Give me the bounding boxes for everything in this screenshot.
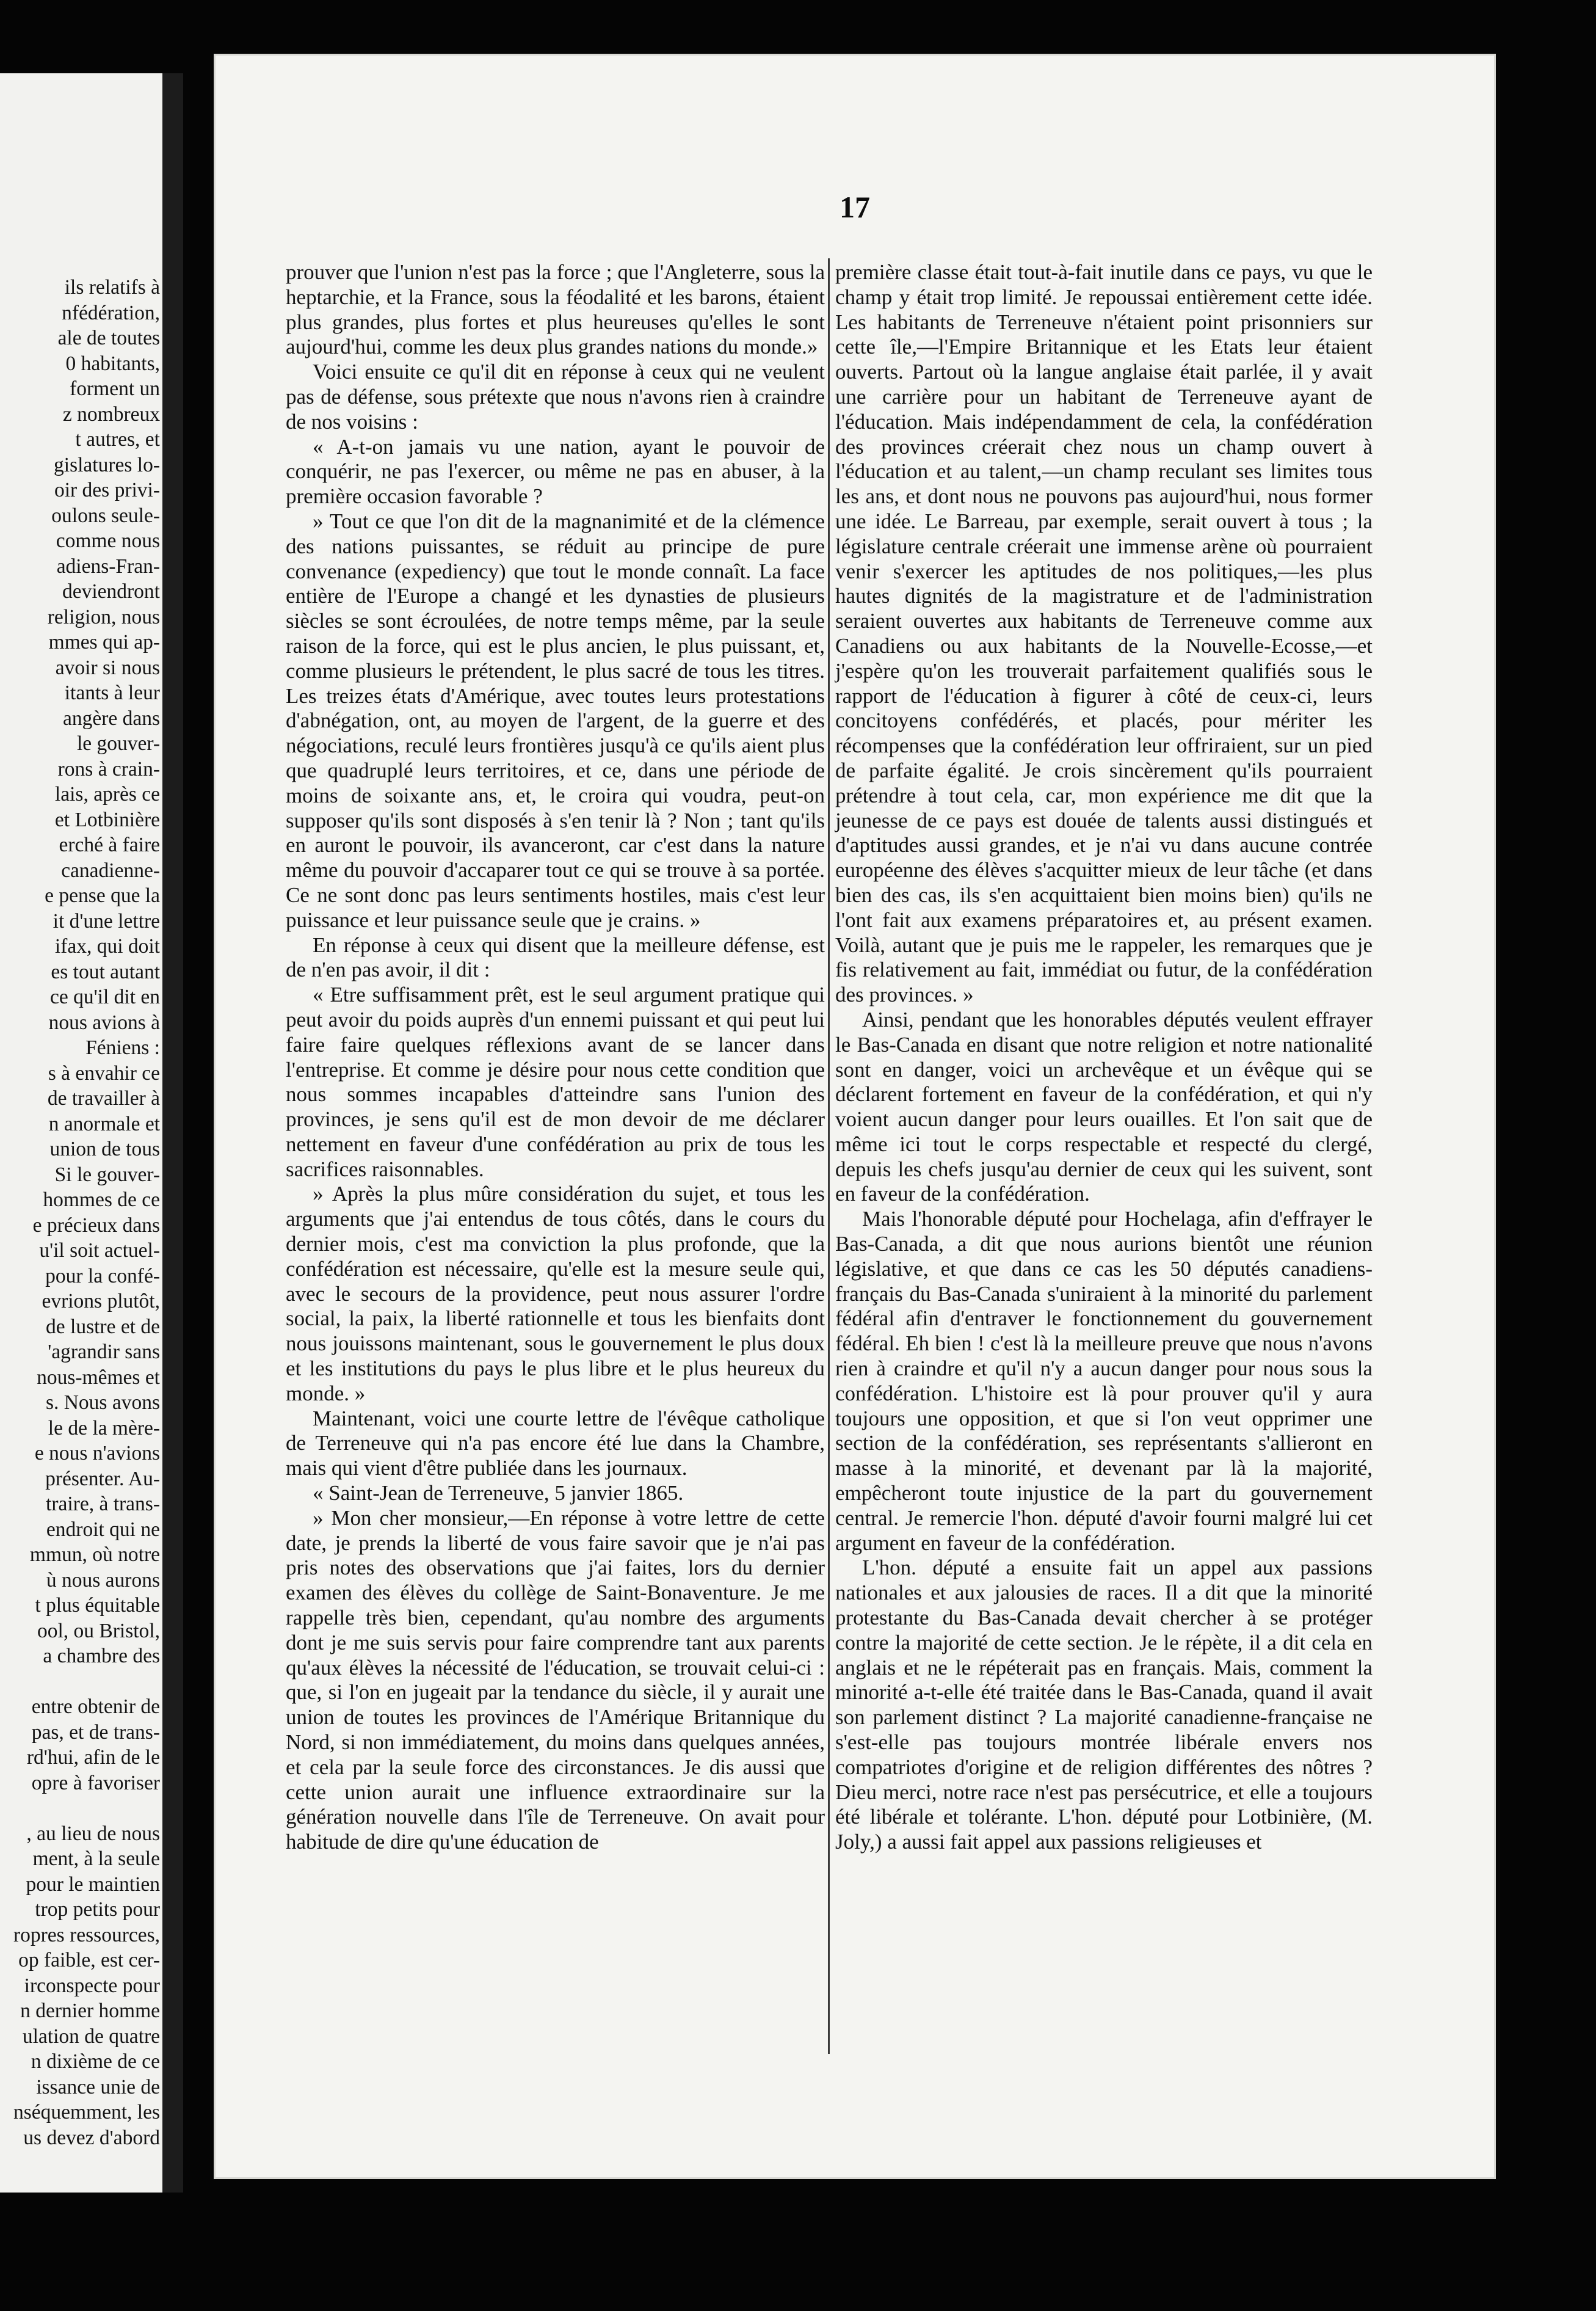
fragment-line: adiens-Fran- bbox=[56, 555, 160, 578]
fragment-line: e nous n'avions bbox=[34, 1442, 160, 1465]
fragment-line: traire, à trans- bbox=[46, 1493, 160, 1515]
paragraph: Mais l'honorable député pour Hochelaga, afin d'effrayer le Bas-Canada, a dit que nous aurions bientôt une réunion législative, et que dans ce cas les 50 députés canadiens-français du Bas-Canada s'uniraient à la minorité du parlement fédéral afin d'entraver le fonctionnement du gouvernement fédéral. Eh bien ! c'est là la meilleure preuve que nous n'avons rien à craindre et qu'il n'y a aucun danger pour nous sous la confédération. L'histoire est là pour prouver qu'il y aura toujours une opposition, et que si l'on veut opprimer une section de la confédération, ses représentants s'allieront en masse à la minorité, et devenant par là la majorité, empêcheront toute injustice de la part du gouvernement central. Je remercie l'hon. député d'avoir fourni malgré lui cet argument en faveur de la confédération. bbox=[835, 1207, 1373, 1555]
fragment-line: et Lotbinière bbox=[54, 808, 160, 831]
fragment-line: nséquemment, les bbox=[13, 2101, 160, 2124]
fragment-line: ropres ressources, bbox=[13, 1923, 160, 1946]
fragment-line: pas, et de trans- bbox=[31, 1720, 160, 1744]
paragraph: « A-t-on jamais vu une nation, ayant le pouvoir de conquérir, ne pas l'exercer, ou même ne pas en abuser, à la première occasion favorable ? bbox=[286, 434, 825, 509]
fragment-line bbox=[0, 1796, 160, 1821]
paragraph: » Après la plus mûre considération du sujet, et tous les arguments que j'ai entendus de tous côtés, dans le cours du dernier mois, c'est ma conviction la plus profonde, que la confédération est nécessaire, qu'elle est la mesure seule qui, avec le secours de la providence, peut nous assurer l'ordre social, la paix, la liberté rationnelle et tous les bienfaits dont nous jouissons maintenant, sous le gouvernement le plus doux et les institutions du pays le plus libre et le plus heureux du monde. » bbox=[286, 1182, 825, 1405]
fragment-line: angère dans bbox=[62, 707, 160, 730]
fragment-line: z nombreux bbox=[62, 402, 160, 426]
fragment-line: erché à faire bbox=[59, 834, 160, 856]
scan-background bbox=[1496, 49, 1596, 2311]
fragment-line: présenter. Au- bbox=[45, 1467, 160, 1490]
fragment-line: itants à leur bbox=[64, 682, 160, 704]
fragment-line: 0 habitants, bbox=[65, 352, 160, 375]
fragment-line: nous avions à bbox=[48, 1011, 160, 1034]
fragment-line: trop petits pour bbox=[35, 1898, 160, 1921]
fragment-line: oulons seule- bbox=[51, 504, 160, 527]
fragment-line: rons à crain- bbox=[57, 757, 160, 781]
fragment-line: Féniens : bbox=[85, 1036, 160, 1059]
fragment-line: nous-mêmes et bbox=[37, 1366, 160, 1389]
fragment-line: 'agrandir sans bbox=[48, 1341, 160, 1363]
fragment-line: n anormale et bbox=[48, 1112, 160, 1135]
fragment-line: ulation de quatre bbox=[22, 2025, 160, 2048]
fragment-line: mmes qui ap- bbox=[48, 631, 160, 653]
fragment-line: forment un bbox=[70, 377, 160, 400]
fragment-line: a chambre des bbox=[43, 1645, 160, 1667]
fragment-line: e pense que la bbox=[45, 884, 160, 907]
fragment-line: op faible, est cer- bbox=[18, 1949, 160, 1971]
paragraph: première classe était tout-à-fait inutile dans ce pays, vu que le champ y était trop limité. Je repoussai entièrement cette idée. Les habitants de Terreneuve n'étaient point prisonniers sur cette île,—l'Empire Britannique et les Etats leur étaient ouverts. Partout où la langue anglaise était parlée, il y avait une carrière pour un habitant de Terreneuve ayant de l'éducation. Mais indépendamment de cela, la confédération des provinces créerait chez nous un champ ouvert à l'éducation et au talent,—un champ reculant ses limites tous les ans, et dont nous ne pouvons pas aujourd'hui, nous former une idée. Le Barreau, par exemple, serait ouvert à tous ; la législature centrale créerait une immense arène où pourraient venir s'exercer les aptitudes de nos politiques,—les plus hautes dignités de la magistrature et de l'administration seraient ouvertes aux habitants de Terreneuve comme aux Canadiens ou aux habitants de la Nouvelle-Ecosse,—et j'espère qu'on les trouverait parfaitement qualifiés sous le rapport de l'éducation à figurer à côté de ceux-ci, leurs concitoyens confédérés, et placés, pour mériter les récompenses que la confédération leur offriraient, sur un pied de parfaite égalité. Je crois sincèrement qu'ils pourraient prétendre à tout cela, car, mon expérience me dit que la jeunesse de ce pays est douée de talents aussi distingués et d'aptitudes aussi grandes, et je n'ai vu dans aucune contrée européenne des élèves s'acquitter mieux de leur tâche (et dans bien des cas, ils s'en acquittaient bien moins bien) qu'ils ne l'ont fait aux examens préparatoires et, au présent examen. Voilà, autant que je puis me le rappeler, les remarques que je fis relativement au fait, immédiat ou futur, de la confédération des provinces. » bbox=[835, 260, 1373, 1007]
fragment-line: opre à favoriser bbox=[31, 1771, 160, 1794]
fragment-line: s. Nous avons bbox=[45, 1391, 160, 1414]
paragraph: « Saint-Jean de Terreneuve, 5 janvier 1865. bbox=[313, 1481, 684, 1505]
document-page bbox=[214, 54, 1496, 2179]
previous-page-text bbox=[0, 275, 160, 2150]
fragment-line: Si le gouver- bbox=[54, 1163, 160, 1186]
fragment-line: endroit qui ne bbox=[46, 1518, 160, 1541]
fragment-line: it d'une lettre bbox=[53, 909, 160, 933]
fragment-line: t autres, et bbox=[75, 428, 160, 451]
fragment-line: entre obtenir de bbox=[31, 1695, 160, 1718]
column-divider bbox=[828, 258, 830, 2054]
paragraph: Ainsi, pendant que les honorables députés veulent effrayer le Bas-Canada en disant que notre religion et notre nationalité sont en danger, voici un archevêque et un évêque qui se déclarent fortement en faveur de la confédération, et qui n'y voient aucun danger pour leurs ouailles. Et l'on sait que de même ici tout le corps respectable et respecté du clergé, depuis les chefs jusqu'au dernier de ceux qui les suivent, sont en faveur de la confédération. bbox=[835, 1007, 1373, 1206]
fragment-line: rd'hui, afin de le bbox=[26, 1746, 160, 1769]
paragraph: Maintenant, voici une courte lettre de l'évêque catholique de Terreneuve qui n'a pas encore été lue dans la Chambre, mais qui vient d'être publiée dans les journaux. bbox=[286, 1406, 825, 1480]
fragment-line: e précieux dans bbox=[32, 1214, 160, 1237]
page-number: 17 bbox=[840, 190, 870, 224]
paragraph: En réponse à ceux qui disent que la meilleure défense, est de n'en pas avoir, il dit : bbox=[286, 933, 825, 982]
paragraph: Voici ensuite ce qu'il dit en réponse à ceux qui ne veulent pas de défense, sous prétexte que nous n'avons rien à craindre de nos voisins : bbox=[286, 360, 825, 434]
fragment-line: mmun, où notre bbox=[29, 1543, 160, 1566]
fragment-line: ool, ou Bristol, bbox=[37, 1619, 160, 1642]
fragment-line: ils relatifs à bbox=[64, 276, 160, 299]
fragment-line: religion, nous bbox=[47, 605, 160, 628]
paragraph: « Etre suffisamment prêt, est le seul argument pratique qui peut avoir du poids auprès d'un ennemi puissant et qui peut lui faire faire quelques réflexions avant de se lancer dans l'entreprise. Et comme je désire pour nous cette condition que nous sommes incapables d'atteindre sans l'union des provinces, je sens qu'il est de mon devoir de me déclarer nettement en faveur d'une confédération au prix de tous les sacrifices raisonnables. bbox=[286, 983, 825, 1181]
fragment-line: de travailler à bbox=[47, 1087, 160, 1110]
fragment-line: deviendront bbox=[62, 580, 160, 603]
fragment-line: n dernier homme bbox=[20, 2000, 160, 2022]
fragment-line: , au lieu de nous bbox=[26, 1822, 160, 1845]
fragment-line: es tout autant bbox=[51, 960, 160, 983]
fragment-line: u'il soit actuel- bbox=[39, 1239, 160, 1262]
fragment-line: ù nous aurons bbox=[46, 1568, 160, 1592]
fragment-line: comme nous bbox=[56, 530, 160, 552]
fragment-line: ifax, qui doit bbox=[54, 935, 160, 958]
fragment-line: avoir si nous bbox=[55, 656, 160, 679]
fragment-line: t plus équitable bbox=[35, 1594, 160, 1617]
text-column-left bbox=[286, 260, 825, 1855]
fragment-line: irconspecte pour bbox=[24, 1974, 160, 1997]
previous-page-edge bbox=[0, 73, 183, 2193]
paragraph: prouver que l'union n'est pas la force ; que l'Angleterre, sous la heptarchie, et la France, sous la féodalité et les barons, étaient plus grandes, plus fortes et plus heureuses qu'elles le sont aujourd'hui, comme les deux plus grandes nations du monde.» bbox=[286, 260, 825, 359]
fragment-line: canadienne- bbox=[61, 859, 160, 882]
paragraph: » Mon cher monsieur,—En réponse à votre lettre de cette date, je prends la liberté de vous faire savoir que je n'ai pas pris notes des observations que j'ai faites, lors du dernier examen des élèves du collège de Saint-Bonaventure. Je me rappelle très bien, cependant, qu'au nombre des arguments dont je me suis servis pour faire comprendre tant aux parents qu'aux élèves la nécessité de l'éducation, se trouvait celui-ci : que, si l'on en jugeait par la tendance du siècle, il y aurait une union de toutes les provinces de l'Amérique Britannique du Nord, si non immédiatement, du moins dans quelques années, et cela par la seule force des circonstances. Je dis aussi que cette union aurait une influence extraordinaire sur la génération nouvelle dans l'île de Terreneuve. On avait pour habitude de dire qu'une éducation de bbox=[286, 1505, 825, 1854]
fragment-line: evrions plutôt, bbox=[42, 1290, 160, 1312]
fragment-line bbox=[0, 1669, 160, 1695]
fragment-line: oir des privi- bbox=[54, 479, 160, 501]
page-gutter-shadow bbox=[162, 73, 183, 2193]
fragment-line: lais, après ce bbox=[54, 783, 160, 806]
paragraph: L'hon. député a ensuite fait un appel aux passions nationales et aux jalousies de races. Il a dit que la minorité protestante du Bas-Canada devait chercher à se protéger contre la majorité de cette section. Je le répète, il a dit cela en anglais et ne le répéterait pas en français. Mais, comment la minorité a-t-elle été traitée dans le Bas-Canada, quand il avait son parlement distinct ? La majorité canadienne-française ne s'est-elle pas toujours montrée libérale envers nos compatriotes d'origine et de religion différentes des nôtres ? Dieu merci, notre race n'est pas persécutrice, et elle a toujours été libérale et tolérante. L'hon. député pour Lotbinière, (M. Joly,) a aussi fait appel aux passions religieuses et bbox=[835, 1556, 1373, 1854]
fragment-line: nfédération, bbox=[62, 301, 160, 324]
fragment-line: n dixième de ce bbox=[31, 2050, 160, 2073]
fragment-line: issance unie de bbox=[36, 2075, 160, 2098]
fragment-line: ale de toutes bbox=[57, 327, 160, 349]
fragment-line: hommes de ce bbox=[43, 1188, 160, 1211]
fragment-line: s à envahir ce bbox=[48, 1061, 160, 1085]
fragment-line: gislatures lo- bbox=[54, 453, 160, 476]
fragment-line: union de tous bbox=[49, 1138, 160, 1160]
fragment-line: ment, à la seule bbox=[32, 1847, 160, 1870]
fragment-line: pour le maintien bbox=[26, 1872, 160, 1896]
fragment-line: ce qu'il dit en bbox=[50, 986, 160, 1008]
paragraph: » Tout ce que l'on dit de la magnanimité et de la clémence des nations puissantes, se réduit au principe de pure convenance (expediency) que tout le monde connaît. La face entière de l'Europe a changé et les dynasties de plusieurs siècles se sont écroulées, de notre temps même, par la seule raison de la force, qui est le plus ancien, le plus puissant, et, comme plusieurs le prétendent, le plus sacré de tous les titres. Les treizes états d'Amérique, avec toutes leurs protestations d'abnégation, ont, au moyen de l'argent, de la guerre et des négociations, reculé leurs frontières jusqu'à ce qu'ils aient plus que quadruplé leurs territoires, et ce, dans une période de moins de soixante ans, et, le croira qui voudra, peut-on supposer qu'ils sont disposés à s'en tenir là ? Non ; tant qu'ils en auront le pouvoir, ils avanceront, car c'est dans la nature même du pouvoir d'accaparer tout ce qui se trouve à sa portée. Ce ne sont donc pas leurs sentiments hostiles, mais c'est leur puissance et leur puissance seule que je crains. » bbox=[286, 509, 825, 932]
fragment-line: le gouver- bbox=[76, 732, 160, 755]
fragment-line: us devez d'abord bbox=[23, 2126, 160, 2149]
fragment-line: pour la confé- bbox=[45, 1264, 160, 1287]
text-column-right bbox=[835, 260, 1373, 1855]
fragment-line: le de la mère- bbox=[48, 1416, 160, 1439]
fragment-line: de lustre et de bbox=[46, 1315, 160, 1338]
